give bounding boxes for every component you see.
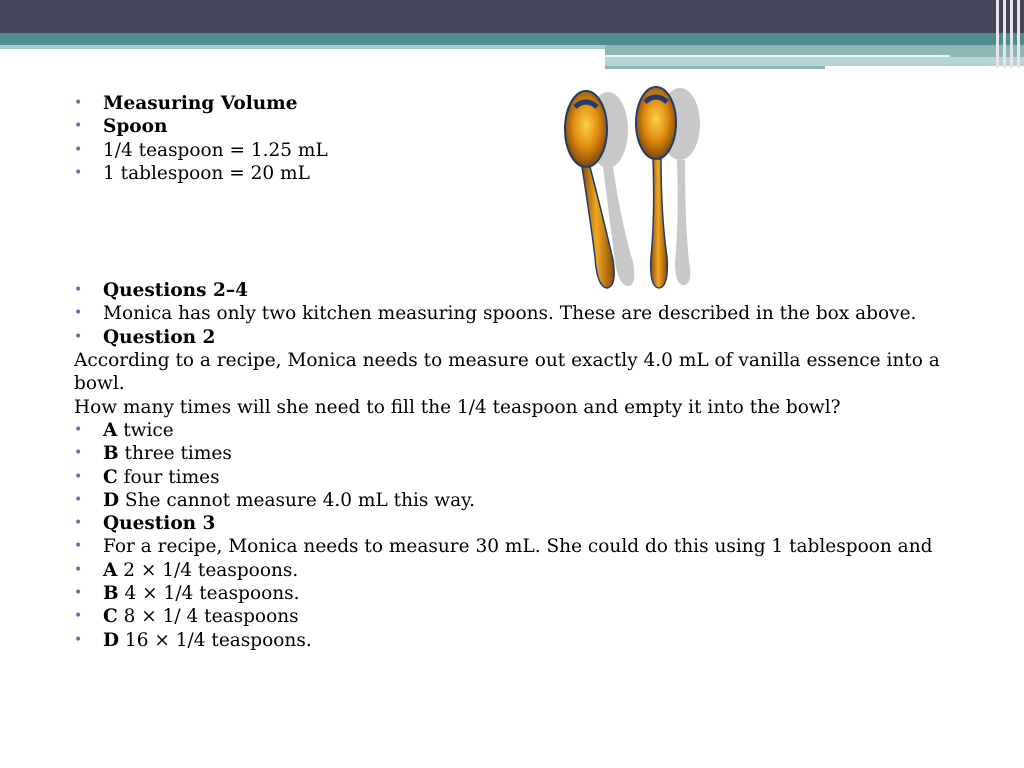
question-3-text: • For a recipe, Monica needs to measure 30 mL. She could do this using 1 tablespoon and [74, 535, 954, 558]
question-2-heading: • Question 2 [74, 326, 954, 349]
header-dark-band [0, 0, 1024, 33]
option-c: • C 8 × 1/ 4 teaspoons [74, 605, 954, 628]
option-b: • B 4 × 1/4 teaspoons. [74, 582, 954, 605]
questions-intro: • Monica has only two kitchen measuring spoons. These are described in the box above. [74, 302, 954, 325]
question-3-heading: • Question 3 [74, 512, 954, 535]
option-b: • B three times [74, 442, 954, 465]
question-2-text: According to a recipe, Monica needs to measure out exactly 4.0 mL of vanilla essence into a bowl. How many times will she need to fill the 1/4 teaspoon and empty it into the bowl? [74, 350, 940, 418]
list-item: • Measuring Volume [74, 92, 954, 115]
question-2-options [74, 419, 954, 652]
option-d: • D She cannot measure 4.0 mL this way. [74, 489, 954, 512]
header-thin-line-lower [605, 66, 825, 69]
header-step-band-light [605, 57, 1024, 66]
measuring-list [74, 92, 954, 185]
header-teal-band [0, 33, 1024, 45]
header-thin-line [605, 55, 950, 57]
questions-heading: • Questions 2–4 [74, 279, 954, 302]
list-item: • Spoon [74, 115, 954, 138]
option-c: • C four times [74, 466, 954, 489]
option-a: • A 2 × 1/4 teaspoons. [74, 559, 954, 582]
option-a: • A twice [74, 419, 954, 442]
list-item: • 1 tablespoon = 20 mL [74, 162, 954, 185]
header-right-stripes [992, 0, 1024, 68]
list-item: • 1/4 teaspoon = 1.25 mL [74, 139, 954, 162]
option-d: • D 16 × 1/4 teaspoons. [74, 629, 954, 652]
header-light-strip [0, 45, 605, 49]
questions-list [74, 279, 954, 349]
slide-body [74, 92, 954, 652]
